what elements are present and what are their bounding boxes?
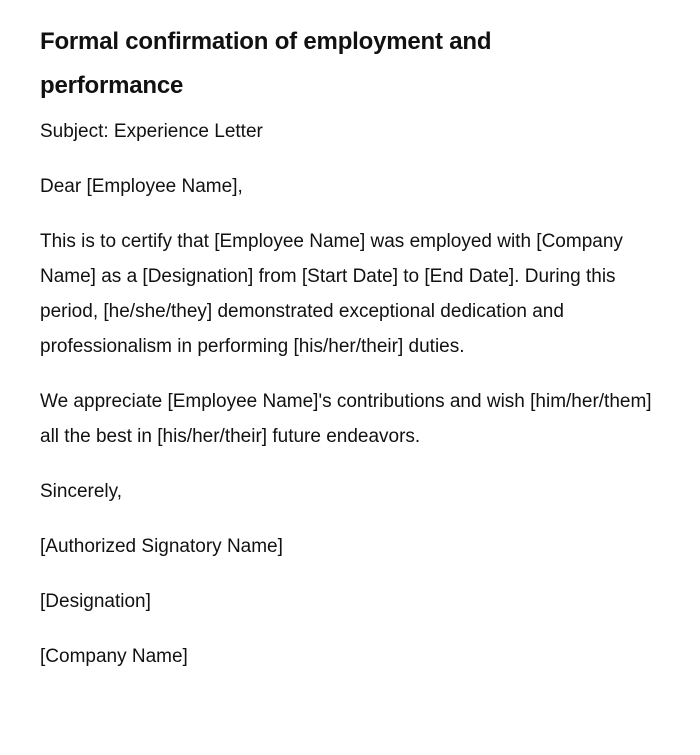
- closing: Sincerely,: [40, 481, 123, 502]
- signatory-designation: [Designation]: [40, 591, 151, 612]
- subject-line: Subject: Experience Letter: [40, 121, 263, 142]
- document-title: Formal confirmation of employment and performance: [40, 28, 492, 99]
- body-paragraph-1: This is to certify that [Employee Name] was employed with [Company Name] as a [Designation] from [Start Date] to [End Date]. During this period, [he/she/they] demonstrated exceptional dedication and professionalism in performing [his/her/their] duties.: [40, 231, 623, 357]
- salutation: Dear [Employee Name],: [40, 176, 243, 197]
- company-name: [Company Name]: [40, 646, 188, 667]
- signatory-name: [Authorized Signatory Name]: [40, 536, 283, 557]
- body-paragraph-2: We appreciate [Employee Name]'s contributions and wish [him/her/them] all the best in [his/her/their] future endeavors.: [40, 391, 652, 447]
